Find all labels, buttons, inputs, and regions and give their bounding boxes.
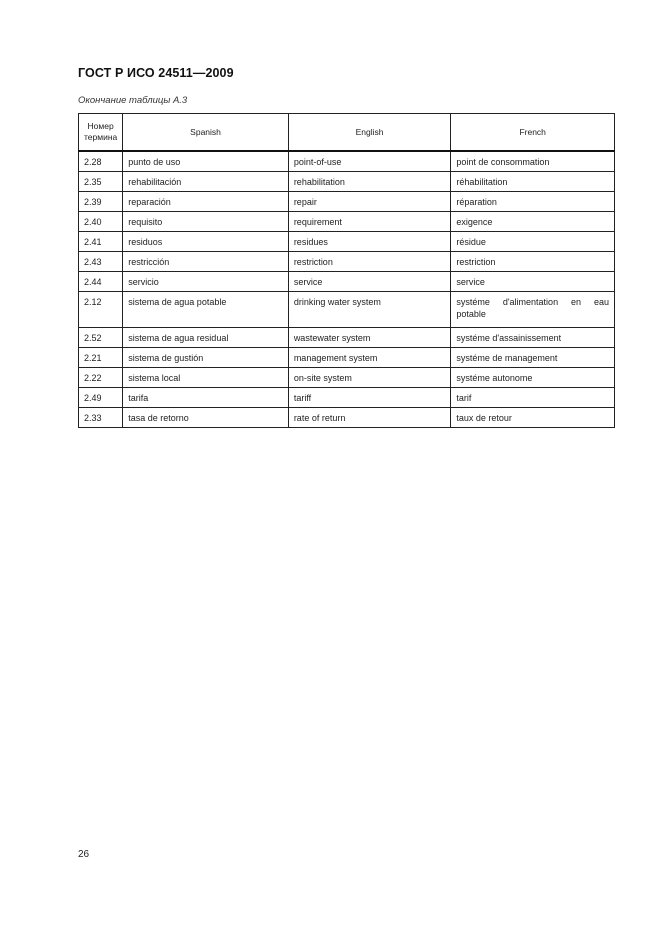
table-row (79, 212, 615, 232)
cell-term-number: 2.49 (79, 388, 123, 408)
cell-term-number: 2.33 (79, 408, 123, 428)
cell-french: réhabilitation (451, 172, 615, 192)
cell-term-number: 2.40 (79, 212, 123, 232)
cell-term-number: 2.22 (79, 368, 123, 388)
cell-french-text: systéme d'alimentation en eau potable (456, 297, 609, 319)
column-header-english: English (288, 114, 451, 152)
table-row (79, 292, 615, 328)
cell-spanish: tarifa (123, 388, 289, 408)
cell-english: residues (288, 232, 451, 252)
cell-french: tarif (451, 388, 615, 408)
terms-table (78, 113, 615, 428)
cell-french: taux de retour (451, 408, 615, 428)
cell-english: point-of-use (288, 151, 451, 172)
cell-spanish: restricción (123, 252, 289, 272)
cell-english: requirement (288, 212, 451, 232)
cell-french: résidue (451, 232, 615, 252)
cell-french (451, 292, 615, 328)
table-row (79, 192, 615, 212)
cell-english: management system (288, 348, 451, 368)
cell-spanish: tasa de retorno (123, 408, 289, 428)
column-header-term-number (79, 114, 123, 152)
cell-english: wastewater system (288, 328, 451, 348)
table-row (79, 272, 615, 292)
cell-spanish: sistema de agua potable (123, 292, 289, 328)
cell-spanish: sistema de agua residual (123, 328, 289, 348)
cell-french: réparation (451, 192, 615, 212)
cell-english: rehabilitation (288, 172, 451, 192)
cell-french: systéme d'assainissement (451, 328, 615, 348)
cell-french: systéme autonome (451, 368, 615, 388)
table-row (79, 252, 615, 272)
table-row (79, 388, 615, 408)
table-row (79, 232, 615, 252)
cell-term-number: 2.43 (79, 252, 123, 272)
cell-spanish: rehabilitación (123, 172, 289, 192)
cell-term-number: 2.35 (79, 172, 123, 192)
cell-english: on-site system (288, 368, 451, 388)
cell-term-number: 2.52 (79, 328, 123, 348)
cell-term-number: 2.44 (79, 272, 123, 292)
page-number: 26 (78, 849, 90, 860)
cell-spanish: sistema de gustión (123, 348, 289, 368)
table-row (79, 172, 615, 192)
cell-english: tariff (288, 388, 451, 408)
cell-spanish: residuos (123, 232, 289, 252)
cell-english: service (288, 272, 451, 292)
column-header-spanish: Spanish (123, 114, 289, 152)
cell-english: rate of return (288, 408, 451, 428)
table-caption: Окончание таблицы А.3 (78, 95, 188, 106)
cell-french: exigence (451, 212, 615, 232)
cell-french: systéme de management (451, 348, 615, 368)
document-header: ГОСТ Р ИСО 24511—2009 (78, 66, 234, 80)
cell-spanish: servicio (123, 272, 289, 292)
cell-spanish: reparación (123, 192, 289, 212)
cell-spanish: punto de uso (123, 151, 289, 172)
cell-english: repair (288, 192, 451, 212)
cell-french: point de consommation (451, 151, 615, 172)
table-row (79, 348, 615, 368)
table-header-row (79, 114, 615, 152)
cell-spanish: sistema local (123, 368, 289, 388)
cell-term-number: 2.41 (79, 232, 123, 252)
cell-french: service (451, 272, 615, 292)
cell-french: restriction (451, 252, 615, 272)
cell-term-number: 2.12 (79, 292, 123, 328)
cell-spanish: requisito (123, 212, 289, 232)
table-row (79, 408, 615, 428)
table-row (79, 368, 615, 388)
cell-term-number: 2.21 (79, 348, 123, 368)
table-row (79, 151, 615, 172)
cell-english: restriction (288, 252, 451, 272)
cell-term-number: 2.28 (79, 151, 123, 172)
column-header-french: French (451, 114, 615, 152)
cell-term-number: 2.39 (79, 192, 123, 212)
column-header-term-number-line1: Номер (87, 121, 114, 131)
table-row (79, 328, 615, 348)
column-header-term-number-line2: термина (84, 132, 118, 142)
cell-english: drinking water system (288, 292, 451, 328)
